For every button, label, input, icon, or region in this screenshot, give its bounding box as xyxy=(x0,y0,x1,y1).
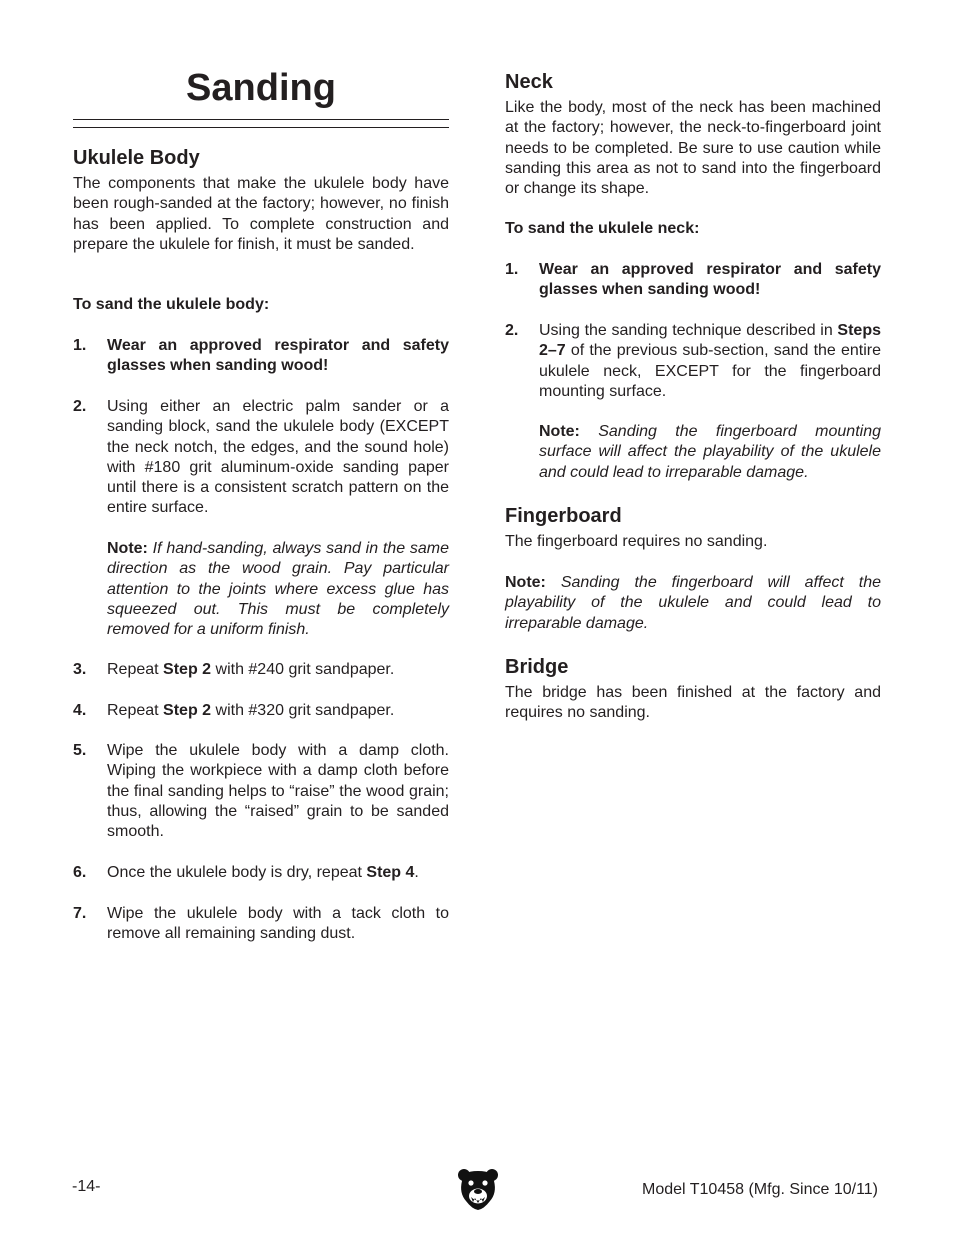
step-text: Using the sanding technique described in xyxy=(539,322,838,339)
body-step-1 xyxy=(73,336,449,377)
step-number: 5. xyxy=(73,742,87,759)
ukulele-body-intro: The components that make the ukulele body have been rough-sanded at the factory; however, no finish has been applied. To complete construction and prepare the ukulele for finish, it must be sanded. xyxy=(73,175,449,253)
fingerboard-heading: Fingerboard xyxy=(505,505,622,527)
body-procedure-label: To sand the ukulele body: xyxy=(73,296,270,313)
neck-step-2 xyxy=(505,321,881,403)
body-step-5 xyxy=(73,741,449,843)
body-step-4 xyxy=(73,701,449,722)
title-rule-top xyxy=(73,119,449,120)
neck-heading: Neck xyxy=(505,71,553,93)
step-text: Repeat xyxy=(107,702,164,719)
step-ref: Step 4 xyxy=(366,864,415,881)
step-text: Repeat xyxy=(107,661,164,678)
body-step-6 xyxy=(73,863,449,884)
fingerboard-note xyxy=(505,573,881,634)
body-step-3 xyxy=(73,660,449,681)
body-step-2 xyxy=(73,397,449,519)
neck-step-1 xyxy=(505,260,881,301)
note-label: Note: xyxy=(505,574,546,591)
note-text: Sanding the fingerboard will affect the playability of the ukulele and could lead to irreparable damage. xyxy=(505,574,881,632)
bridge-heading: Bridge xyxy=(505,656,569,678)
note-label: Note: xyxy=(107,540,148,557)
step-ref: Steps 2–7 xyxy=(539,322,881,360)
note-text: Sanding the fingerboard mounting surface will affect the playability of the ukulele and could lead to irreparable damage. xyxy=(539,423,881,481)
body-step-7 xyxy=(73,904,449,945)
step-text: Wear an approved respirator and safety glasses when sanding wood! xyxy=(107,337,449,375)
neck-procedure-label: To sand the ukulele neck: xyxy=(505,220,700,237)
note-label: Note: xyxy=(539,423,580,440)
step-text: Wear an approved respirator and safety glasses when sanding wood! xyxy=(539,261,881,299)
model-label: Model T10458 (Mfg. Since 10/11) xyxy=(642,1181,878,1198)
body-step-2-note xyxy=(73,539,449,641)
step-ref: Step 2 xyxy=(163,661,212,678)
step-text: Using either an electric palm sander or a sanding block, sand the ukulele body (EXCEPT the neck notch, the edges, and the sound hole) with #180 grit aluminum-oxide sanding paper until there is a consistent scratch pattern on the entire surface. xyxy=(107,398,449,517)
step-text: Wipe the ukulele body with a tack cloth to remove all remaining sanding dust. xyxy=(107,905,449,943)
bridge-text: The bridge has been finished at the factory and requires no sanding. xyxy=(505,684,881,722)
neck-intro: Like the body, most of the neck has been machined at the factory; however, the neck-to-fingerboard joint needs to be completed. Be sure to use caution while sanding this area as not to sand into the fingerboard or change its shape. xyxy=(505,99,881,198)
step-text: with #320 grit sandpaper. xyxy=(211,702,395,719)
step-number: 3. xyxy=(73,661,87,678)
step-number: 6. xyxy=(73,864,87,881)
step-number: 2. xyxy=(73,398,87,415)
step-number: 7. xyxy=(73,905,87,922)
step-number: 4. xyxy=(73,702,87,719)
step-text: of the previous sub-section, sand the entire ukulele neck, EXCEPT for the fingerboard mounting surface. xyxy=(539,342,881,400)
step-text: with #240 grit sandpaper. xyxy=(211,661,395,678)
step-ref: Step 2 xyxy=(163,702,212,719)
fingerboard-text: The fingerboard requires no sanding. xyxy=(505,533,768,550)
ukulele-body-heading: Ukulele Body xyxy=(73,147,200,169)
step-text: Wipe the ukulele body with a damp cloth. Wiping the workpiece with a damp cloth before the final sanding helps to “raise” the wood grain; thus, allowing the “raised” grain to be sanded smooth. xyxy=(107,742,449,841)
step-number: 1. xyxy=(73,337,87,354)
page-title: Sanding xyxy=(186,67,336,109)
step-number: 2. xyxy=(505,322,519,339)
step-number: 1. xyxy=(505,261,519,278)
title-rule-bottom xyxy=(73,127,449,128)
bear-logo-icon xyxy=(457,1167,499,1211)
step-text: . xyxy=(414,864,419,881)
note-text: If hand-sanding, always sand in the same direction as the wood grain. Pay particular attention to the joints where excess glue has squeezed out. This must be completely removed for a uniform finish. xyxy=(107,540,449,639)
neck-step-2-note xyxy=(505,422,881,484)
page-number: -14- xyxy=(72,1178,101,1195)
step-text: Once the ukulele body is dry, repeat xyxy=(107,864,367,881)
